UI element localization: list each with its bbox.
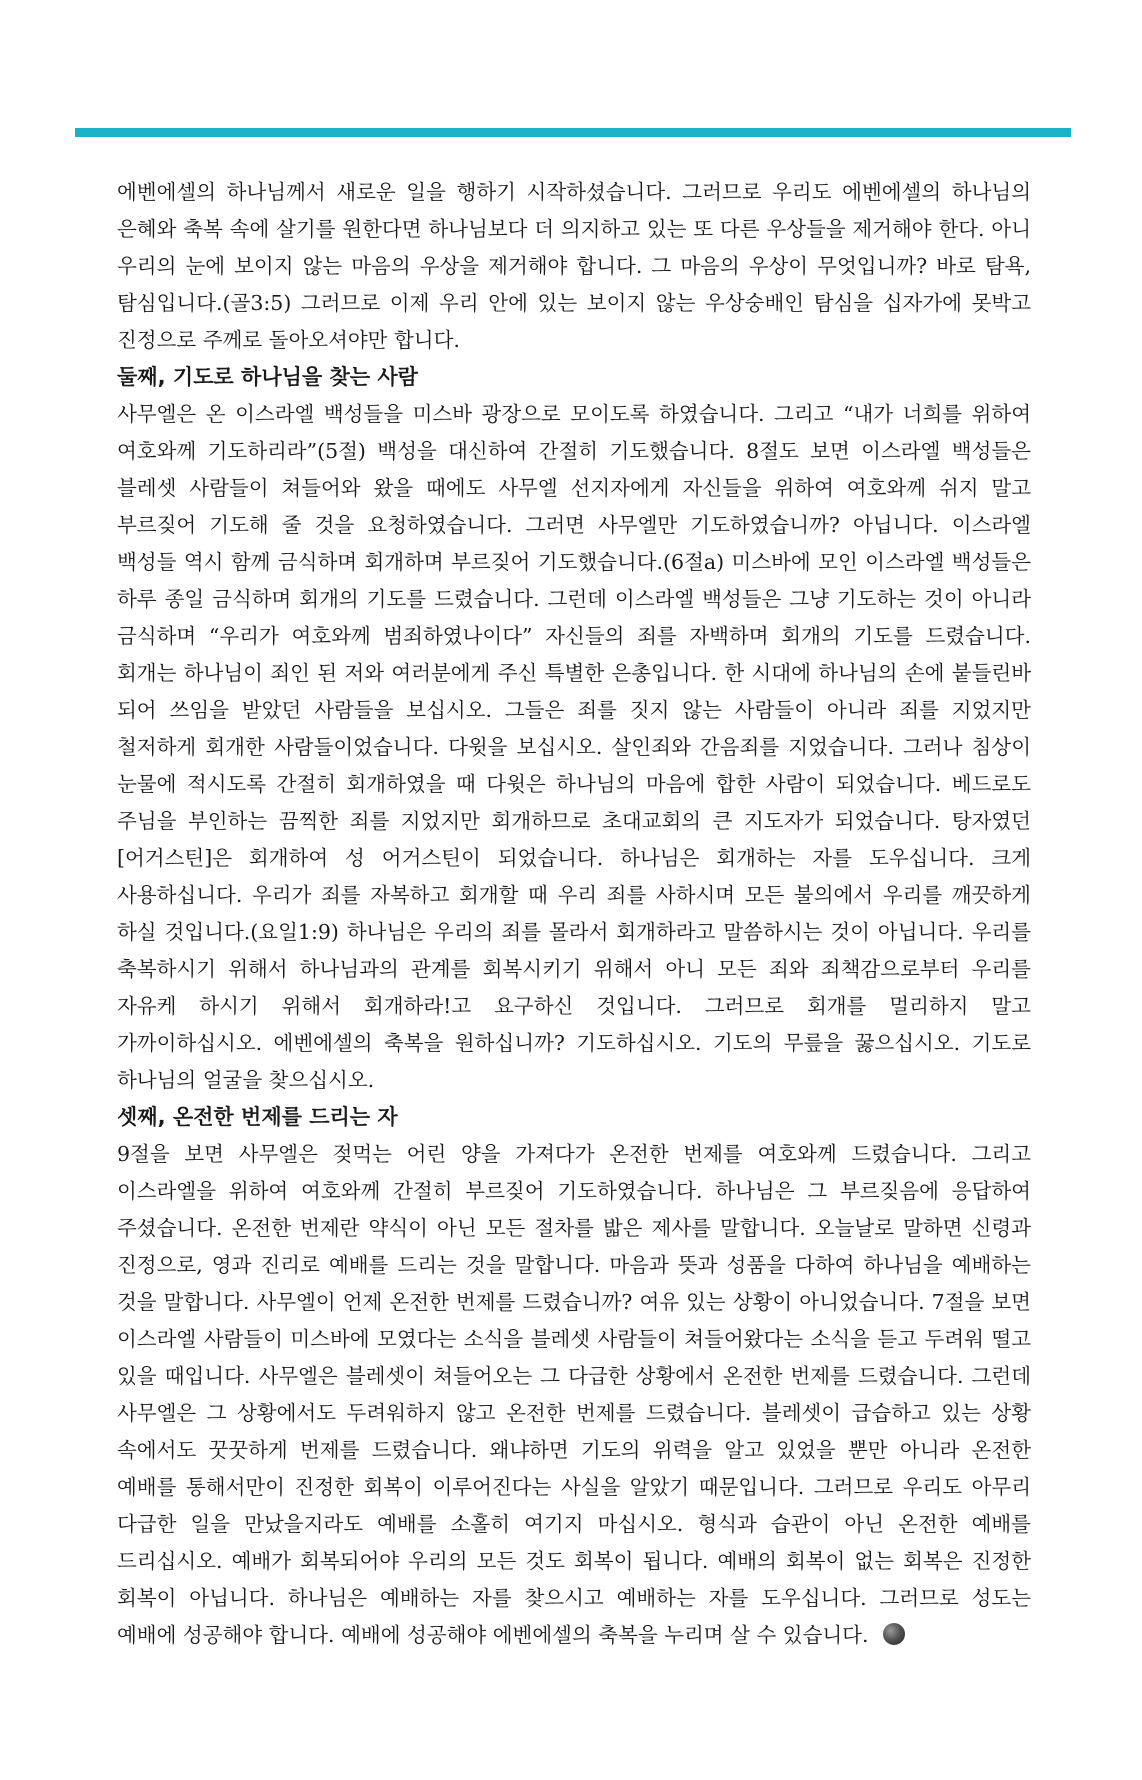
article-body xyxy=(117,174,1031,1654)
section-heading-3: 셋째, 온전한 번제를 드리는 자 xyxy=(117,1105,398,1129)
paragraph-3-text: 9절을 보면 사무엘은 젖먹는 어린 양을 가져다가 온전한 번제를 여호와께 드렸습니다. 그리고 이스라엘을 위하여 여호와께 간절히 부르짖어 기도하였습니다. 하나님은 그 부르짖음에 응답하여 주셨습니다. 온전한 번제란 약식이 아닌 모든 절차를 밟은 제사를 말합니다. 오늘날로 말하면 신령과 진정으로, 영과 진리로 예배를 드리는 것을 말합니다. 마음과 뜻과 성품을 다하여 하나님을 예배하는 것을 말합니다. 사무엘이 언제 온전한 번제를 드렸습니까? 여유 있는 상황이 아니었습니다. 7절을 보면 이스라엘 사람들이 미스바에 모였다는 소식을 블레셋 사람들이 쳐들어왔다는 소식을 듣고 두려워 떨고 있을 때입니다. 사무엘은 블레셋이 쳐들어오는 그 다급한 상황에서 온전한 번제를 드렸습니다. 그런데 사무엘은 그 상황에서도 두려워하지 않고 온전한 번제를 드렸습니다. 블레셋이 급습하고 있는 상황 속에서도 꿋꿋하게 번제를 드렸습니다. 왜냐하면 기도의 위력을 알고 있었을 뿐만 아니라 온전한 예배를 통해서만이 진정한 회복이 이루어진다는 사실을 알았기 때문입니다. 그러므로 우리도 아무리 다급한 일을 만났을지라도 예배를 소홀히 여기지 마십시오. 형식과 습관이 아닌 온전한 예배를 드리십시오. 예배가 회복되어야 우리의 모든 것도 회복이 됩니다. 예배의 회복이 없는 회복은 진정한 회복이 아닙니다. 하나님은 예배하는 자를 찾으시고 예배하는 자를 도우십니다. 그러므로 성도는 예배에 성공해야 합니다. 예배에 성공해야 에벤에셀의 축복을 누리며 살 수 있습니다. xyxy=(117,1142,1031,1647)
paragraph-2: 사무엘은 온 이스라엘 백성들을 미스바 광장으로 모이도록 하였습니다. 그리고 “내가 너희를 위하여 여호와께 기도하리라”(5절) 백성을 대신하여 간절히 기도했습니다. 8절도 보면 이스라엘 백성들은 블레셋 사람들이 쳐들어와 왔을 때에도 사무엘 선지자에게 자신들을 위하여 여호와께 쉬지 말고 부르짖어 기도해 줄 것을 요청하였습니다. 그러면 사무엘만 기도하였습니까? 아닙니다. 이스라엘 백성들 역시 함께 금식하며 회개하며 부르짖어 기도했습니다.(6절a) 미스바에 모인 이스라엘 백성들은 하루 종일 금식하며 회개의 기도를 드렸습니다. 그런데 이스라엘 백성들은 그냥 기도하는 것이 아니라 금식하며 “우리가 여호와께 범죄하였나이다” 자신들의 죄를 자백하며 회개의 기도를 드렸습니다. 회개는 하나님이 죄인 된 저와 여러분에게 주신 특별한 은총입니다. 한 시대에 하나님의 손에 붙들린바 되어 쓰임을 받았던 사람들을 보십시오. 그들은 죄를 짓지 않는 사람들이 아니라 죄를 지었지만 철저하게 회개한 사람들이었습니다. 다윗을 보십시오. 살인죄와 간음죄를 지었습니다. 그러나 침상이 눈물에 적시도록 간절히 회개하였을 때 다윗은 하나님의 마음에 합한 사람이 되었습니다. 베드로도 주님을 부인하는 끔찍한 죄를 지었지만 회개하므로 초대교회의 큰 지도자가 되었습니다. 탕자였던 [어거스틴]은 회개하여 성 어거스틴이 되었습니다. 하나님은 회개하는 자를 도우십니다. 크게 사용하십니다. 우리가 죄를 자복하고 회개할 때 우리 죄를 사하시며 모든 불의에서 우리를 깨끗하게 하실 것입니다.(요일1:9) 하나님은 우리의 죄를 몰라서 회개하라고 말씀하시는 것이 아닙니다. 우리를 축복하시기 위해서 하나님과의 관계를 회복시키기 위해서 아니 모든 죄와 죄책감으로부터 우리를 자유케 하시기 위해서 회개하라!고 요구하신 것입니다. 그러므로 회개를 멀리하지 말고 가까이하십시오. 에벤에셀의 축복을 원하십니까? 기도하십시오. 기도의 무릎을 꿇으십시오. 기도로 하나님의 얼굴을 찾으십시오. xyxy=(117,402,1031,1092)
section-heading-2: 둘째, 기도로 하나님을 찾는 사람 xyxy=(117,365,418,389)
paragraph-3 xyxy=(117,1136,1031,1654)
paragraph-1: 에벤에셀의 하나님께서 새로운 일을 행하기 시작하셨습니다. 그러므로 우리도 에벤에셀의 하나님의 은혜와 축복 속에 살기를 원한다면 하나님보다 더 의지하고 있는 또 다른 우상들을 제거해야 한다. 아니 우리의 눈에 보이지 않는 마음의 우상을 제거해야 합니다. 그 마음의 우상이 무엇입니까? 바로 탐욕, 탐심입니다.(골3:5) 그러므로 이제 우리 안에 있는 보이지 않는 우상숭배인 탐심을 십자가에 못박고 진정으로 주께로 돌아오셔야만 합니다. xyxy=(117,180,1031,352)
top-accent-rule xyxy=(75,128,1071,137)
end-mark-icon xyxy=(883,1623,905,1645)
